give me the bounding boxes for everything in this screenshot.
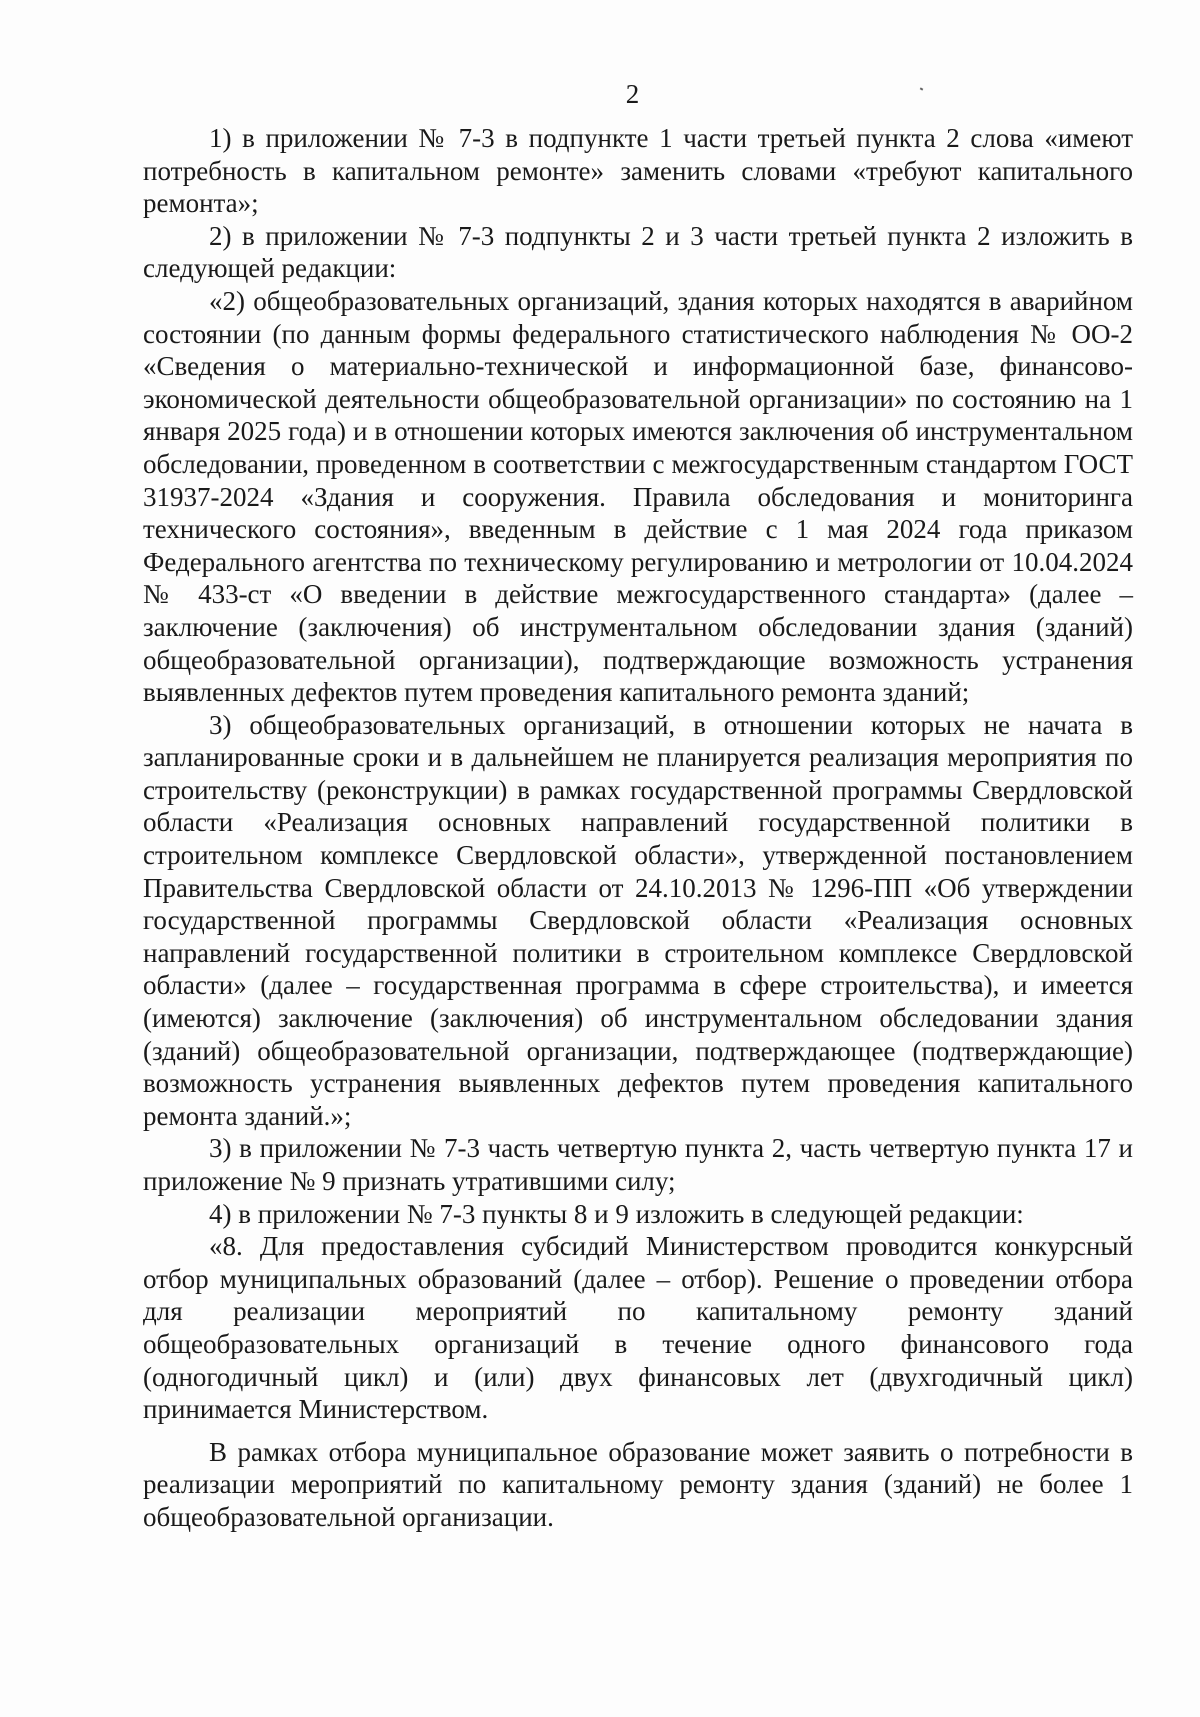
paragraph-amendment-3: 3) в приложении № 7-3 часть четвертую пункта 2, часть четвертую пункта 17 и приложение № 9 признать утратившими силу;: [143, 1133, 1133, 1196]
page-number: 2: [625, 79, 640, 109]
paragraph-amendment-2: 2) в приложении № 7-3 подпункты 2 и 3 части третьей пункта 2 изложить в следующей редакции:: [143, 220, 1133, 284]
paragraph-selection-limit: В рамках отбора муниципальное образование может заявить о потребности в реализации мероприятий по капитальному ремонту здания (зданий) не более 1 общеобразовательной организации.: [143, 1436, 1133, 1532]
document-body: [143, 122, 1133, 1534]
paragraph-amendment-4: 4) в приложении № 7-3 пункты 8 и 9 изложить в следующей редакции:: [209, 1198, 1024, 1229]
paragraph-point-8: «8. Для предоставления субсидий Министерством проводится конкурсный отбор муниципальных образований (далее – отбор). Решение о проведении отбора для реализации мероприятий по капитальному ремонту зданий общеобразовательных организаций в течение одного финансового года (одногодичный цикл) и (или) двух финансовых лет (двухгодичный цикл) принимается Министерством.: [143, 1231, 1133, 1425]
paragraph-amendment-1: 1) в приложении № 7-3 в подпункте 1 части третьей пункта 2 слова «имеют потребность в капитальном ремонте» заменить словами «требуют капитального ремонта»;: [143, 123, 1133, 219]
paragraph-subpoint-3: 3) общеобразовательных организаций, в отношении которых не начата в запланированные сроки и в дальнейшем не планируется реализация мероприятия по строительству (реконструкции) в рамках государственной программы Свердловской области «Реализация основных направлений государственной политики в строительном комплексе Свердловской области», утвержденной постановлением Правительства Свердловской области от 24.10.2013 № 1296-ПП «Об утверждении государственной программы Свердловской области «Реализация основных направлений государственной политики в строительном комплексе Свердловской области» (далее – государственная программа в сфере строительства), и имеется (имеются) заключение (заключения) об инструментальном обследовании здания (зданий) общеобразовательной организации, подтверждающее (подтверждающие) возможность устранения выявленных дефектов путем проведения капитального ремонта зданий.»;: [143, 709, 1133, 1131]
paragraph-subpoint-2: «2) общеобразовательных организаций, здания которых находятся в аварийном состоянии (по данным формы федерального статистического наблюдения № ОО-2 «Сведения о материально-технической и информационной базе, финансово-экономической деятельности общеобразовательной организации» по состоянию на 1 января 2025 года) и в отношении которых имеются заключения об инструментальном обследовании, проведенном в соответствии с межгосударственным стандартом ГОСТ 31937-2024 «Здания и сооружения. Правила обследования и мониторинга технического состояния», введенным в действие с 1 мая 2024 года приказом Федерального агентства по техническому регулированию и метрологии от 10.04.2024 № 433-ст «О введении в действие межгосударственного стандарта» (далее – заключение (заключения) об инструментальном обследовании здания (зданий) общеобразовательной организации), подтверждающие возможность устранения выявленных дефектов путем проведения капитального ремонта зданий;: [143, 285, 1133, 708]
